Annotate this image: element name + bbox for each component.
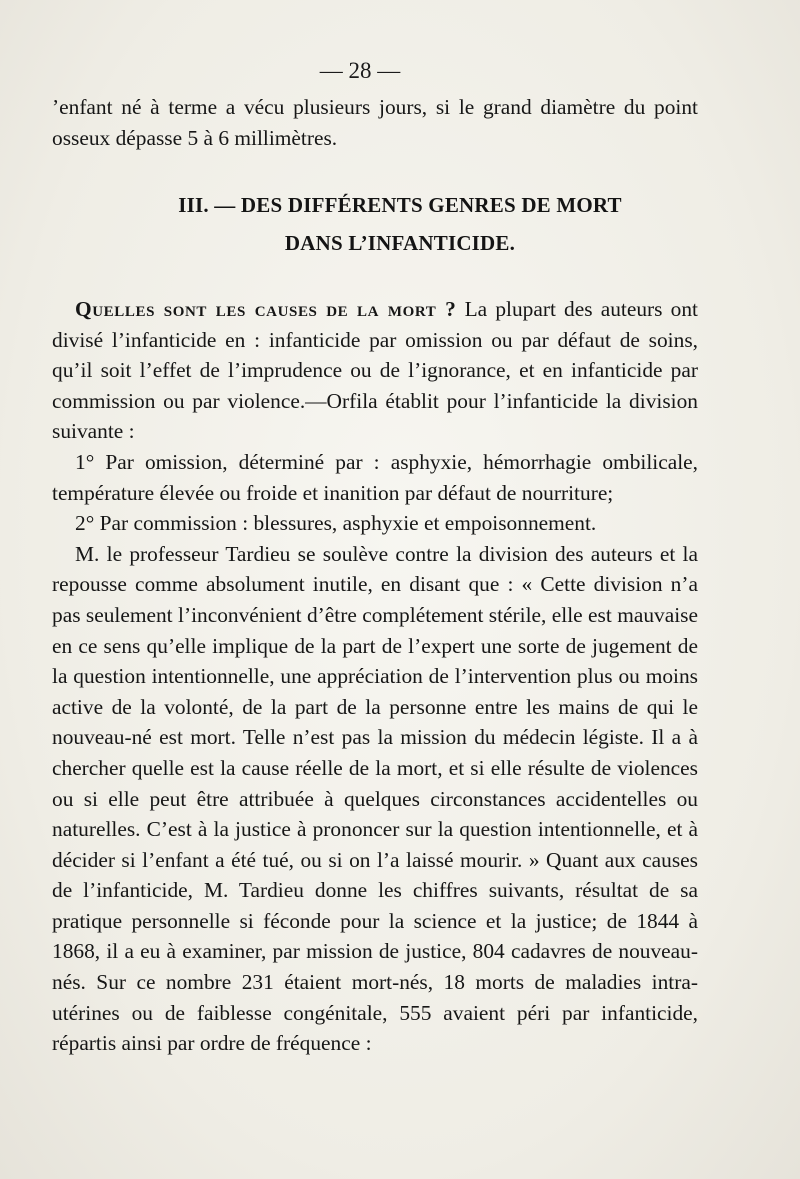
page-number: — 28 — [319, 58, 401, 83]
list-item-omission: 1° Par omission, déterminé par : asphyxie, hémorrhagie ombilicale, température élevée ou froide et inanition par défaut de nourriture; [52, 449, 698, 505]
lead-in-question: Quelles sont les causes de la mort ? [75, 297, 457, 321]
paragraph-causes-text: La plupart des auteurs ont divisé l’infanticide en : infanticide par omission ou par défaut de soins, qu’il soit l’effet de l’imprudence ou de l’ignorance, et en infanticide par commission ou par violence.—Orfila établit pour l’infanticide la division suivante : [52, 297, 698, 444]
list-item-commission: 2° Par commission : blessures, asphyxie et empoisonnement. [75, 511, 597, 536]
section-heading-line-2: DANS L’INFANTICIDE. [284, 231, 516, 255]
paragraph-causes [52, 294, 698, 447]
paragraph-tardieu: M. le professeur Tardieu se soulève contre la division des auteurs et la repousse comme absolument inutile, en disant que : « Cette division n’a pas seulement l’inconvénient d’être complétement stérile, elle est mauvaise en ce sens qu’elle implique de la part de l’expert une sorte de jugement de la question intentionnelle, une appréciation de l’intervention plus ou moins active de la volonté, de la part de la personne entre les mains de qui le nouveau-né est mort. Telle n’est pas la mission du médecin légiste. Il a à chercher quelle est la cause réelle de la mort, et si elle résulte de violences ou si elle peut être attribuée à quelques circonstances accidentelles ou naturelles. C’est à la justice à prononcer sur la question intentionnelle, et à décider si l’enfant a été tué, ou si on l’a laissé mourir. » Quant aux causes de l’infanticide, M. Tardieu donne les chiffres suivants, résultat de sa pratique personnelle si féconde pour la science et la justice; de 1844 à 1868, il a eu à examiner, par mission de justice, 804 cadavres de nouveau-nés. Sur ce nombre 231 étaient mort-nés, 18 morts de maladies intra-utérines ou de faiblesse congénitale, 555 avaient péri par infanticide, répartis ainsi par ordre de fréquence : [52, 541, 698, 1056]
opening-paragraph [52, 92, 698, 153]
section-body [52, 294, 698, 1059]
section-heading-line-1: III. — DES DIFFÉRENTS GENRES DE MORT [178, 193, 622, 217]
opening-text: ’enfant né à terme a vécu plusieurs jours, si le grand diamètre du point osseux dépasse 5 à 6 millimètres. [52, 95, 698, 150]
